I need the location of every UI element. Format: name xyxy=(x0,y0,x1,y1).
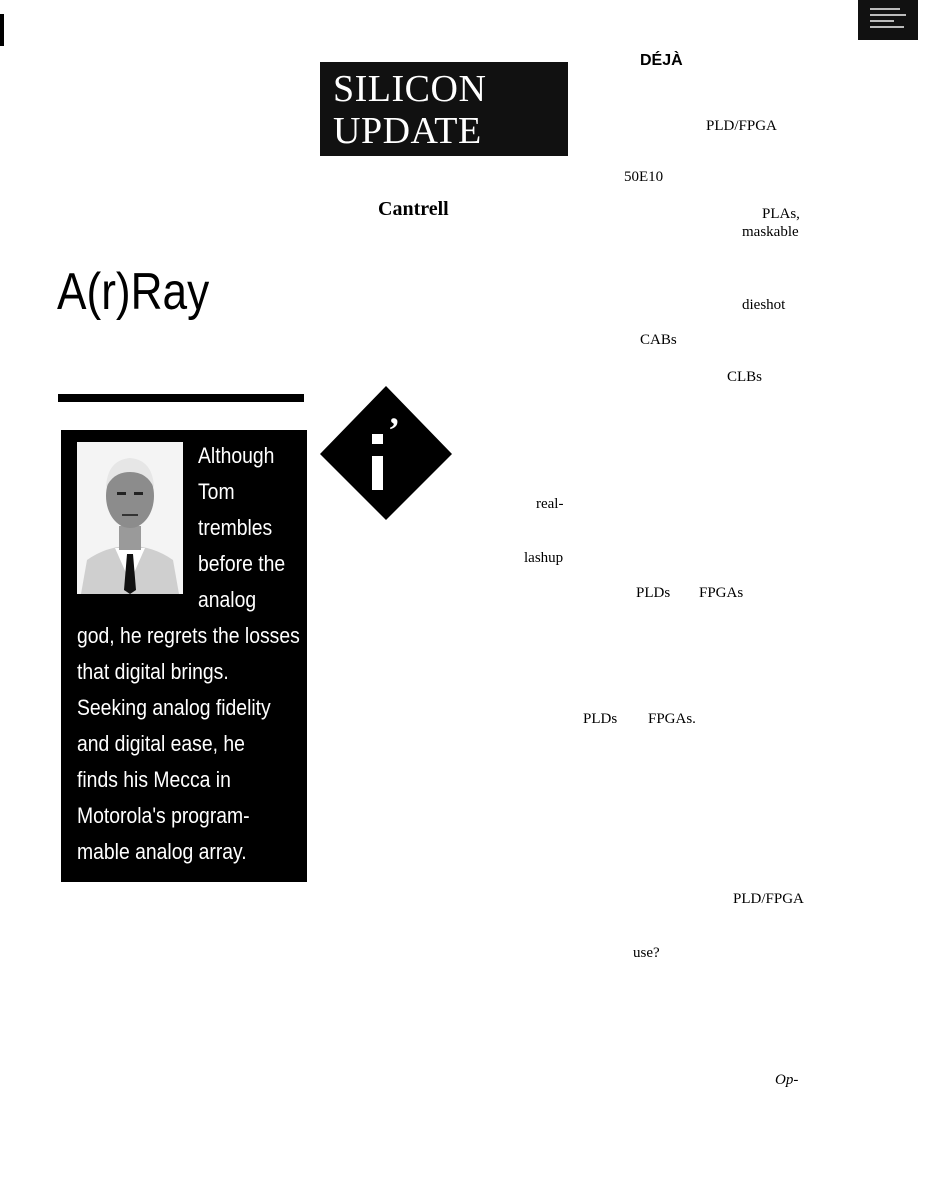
drop-cap-apostrophe: ’ xyxy=(388,410,400,450)
column-word: dieshot xyxy=(742,297,786,313)
deck-line: Seeking analog fidelity xyxy=(77,695,271,720)
column-word: 50E10 xyxy=(624,169,664,185)
column-word: use? xyxy=(633,945,660,961)
author-photo xyxy=(77,442,183,594)
deck-line: Motorola's program- xyxy=(77,803,250,828)
column-word: FPGAs xyxy=(699,585,744,601)
column-heading: DÉJÀ xyxy=(640,52,683,69)
banner-line-1: SILICON xyxy=(333,68,487,110)
margin-bar xyxy=(0,14,4,46)
deck-line: trembles xyxy=(198,515,273,540)
column-word: CLBs xyxy=(727,369,763,385)
author-name: Cantrell xyxy=(378,198,449,220)
article-title: A(r)Ray xyxy=(57,263,210,321)
column-word: real- xyxy=(536,496,564,512)
silicon-update-banner xyxy=(320,62,568,156)
column-word: PLDs xyxy=(583,711,618,727)
deck-box xyxy=(61,430,307,882)
deck-line: and digital ease, he xyxy=(77,731,245,756)
section-thumbnail xyxy=(858,0,918,40)
deck-line: Although xyxy=(198,443,275,468)
column-word: lashup xyxy=(524,550,564,566)
deck-line: mable analog array. xyxy=(77,839,247,864)
title-rule xyxy=(58,394,304,402)
banner-line-2: UPDATE xyxy=(333,110,482,152)
column-word: CABs xyxy=(640,332,677,348)
deck-line: before the xyxy=(198,551,286,576)
deck-line: that digital brings. xyxy=(77,659,229,684)
column-word: PLD/FPGA xyxy=(706,118,777,134)
column-word: PLDs xyxy=(636,585,671,601)
deck-line: finds his Mecca in xyxy=(77,767,231,792)
column-word: PLD/FPGA xyxy=(733,891,804,907)
column-word: FPGAs. xyxy=(648,711,696,727)
deck-line: god, he regrets the losses xyxy=(77,623,300,648)
column-word: PLAs, xyxy=(762,206,800,222)
deck-line: Tom xyxy=(198,479,235,504)
column-word: Op- xyxy=(775,1072,799,1088)
drop-cap-diamond xyxy=(320,386,456,522)
deck-line: analog xyxy=(198,587,257,612)
column-word: maskable xyxy=(742,224,799,240)
